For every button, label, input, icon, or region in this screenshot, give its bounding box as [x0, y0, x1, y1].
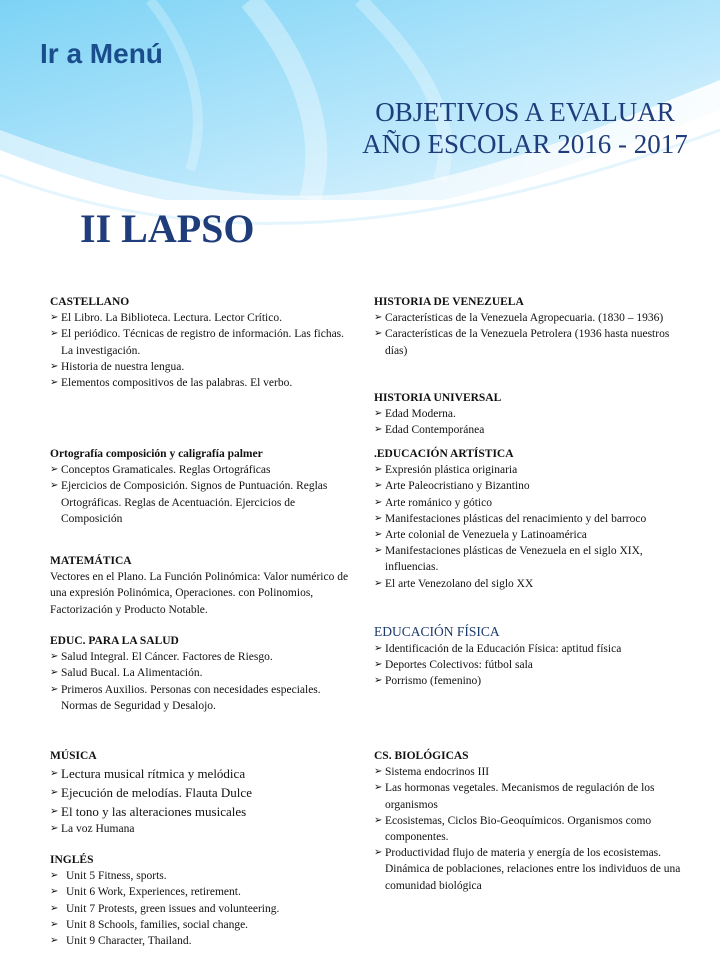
list-item: ➢ Ecosistemas, Ciclos Bio-Geoquímicos. Organismos como componentes. — [374, 813, 684, 845]
section-castellano — [50, 294, 350, 391]
list-item: ➢ Manifestaciones plásticas del renacimiento y del barroco — [374, 511, 684, 527]
list-item: ➢ El Libro. La Biblioteca. Lectura. Lector Crítico. — [50, 310, 350, 326]
title-line-1: OBJETIVOS A EVALUAR — [375, 97, 675, 127]
list-item: ➢ Unit 5 Fitness, sports. — [50, 868, 350, 884]
list-item: ➢ Elementos compositivos de las palabras. El verbo. — [50, 375, 350, 391]
list-item: ➢ Productividad flujo de materia y energía de los ecosistemas. Dinámica de poblaciones, relaciones entre los individuos de una comunidad biológica — [374, 845, 684, 894]
section-ingles — [50, 852, 350, 949]
section-title: CS. BIOLÓGICAS — [374, 750, 469, 762]
section-musica — [50, 748, 350, 837]
section-historia-universal — [374, 390, 684, 439]
list-item: ➢ Deportes Colectivos: fútbol sala — [374, 657, 684, 673]
list-item: ➢ Arte románico y gótico — [374, 495, 684, 511]
list-item: ➢ Salud Bucal. La Alimentación. — [50, 665, 350, 681]
section-ciencias-biologicas — [374, 748, 684, 894]
list-item: ➢ Edad Moderna. — [374, 406, 684, 422]
list-item: ➢ Unit 6 Work, Experiences, retirement. — [50, 884, 350, 900]
list-item: ➢ Primeros Auxilios. Personas con necesidades especiales. Normas de Seguridad y Desalojo. — [50, 682, 350, 714]
section-title: Ortografía composición y caligrafía palmer — [50, 448, 263, 460]
list-item: ➢ Manifestaciones plásticas de Venezuela en el siglo XIX, influencias. — [374, 543, 684, 575]
page-title — [350, 96, 700, 160]
list-item: ➢ Conceptos Gramaticales. Reglas Ortográficas — [50, 462, 350, 478]
list-item: ➢ Unit 8 Schools, families, social change. — [50, 917, 350, 933]
section-title: EDUCACIÓN FÍSICA — [374, 624, 500, 639]
section-title: MATEMÁTICA — [50, 555, 132, 567]
list-item: ➢ Arte colonial de Venezuela y Latinoamérica — [374, 527, 684, 543]
list-item: ➢ Lectura musical rítmica y melódica — [50, 764, 350, 783]
list-item: ➢ Historia de nuestra lengua. — [50, 359, 350, 375]
section-title: EDUC. PARA LA SALUD — [50, 635, 179, 647]
list-item: ➢ Las hormonas vegetales. Mecanismos de regulación de los organismos — [374, 780, 684, 812]
list-item: ➢ Porrismo (femenino) — [374, 673, 684, 689]
section-educacion-artistica — [374, 446, 684, 592]
menu-link[interactable]: Ir a Menú — [40, 38, 163, 69]
list-item: ➢ Características de la Venezuela Agropecuaria. (1830 – 1936) — [374, 310, 684, 326]
list-item: ➢ Edad Contemporánea — [374, 422, 684, 438]
list-item: ➢ El tono y las alteraciones musicales — [50, 802, 350, 821]
list-item: ➢ La voz Humana — [50, 821, 350, 837]
list-item: ➢ Características de la Venezuela Petrolera (1936 hasta nuestros días) — [374, 326, 684, 358]
section-title: HISTORIA UNIVERSAL — [374, 392, 502, 404]
list-item: ➢ Ejecución de melodías. Flauta Dulce — [50, 783, 350, 802]
list-item: ➢ Sistema endocrinos III — [374, 764, 684, 780]
title-line-2: AÑO ESCOLAR 2016 - 2017 — [362, 129, 688, 159]
list-item: ➢ El periódico. Técnicas de registro de información. Las fichas. La investigación. — [50, 326, 350, 358]
list-item: ➢ Ejercicios de Composición. Signos de Puntuación. Reglas Ortográficas. Reglas de Acentuación. Ejercicios de Composición — [50, 478, 350, 527]
list-item: ➢ Unit 7 Protests, green issues and volunteering. — [50, 901, 350, 917]
section-ortografia — [50, 446, 350, 527]
list-item: ➢ Expresión plástica originaria — [374, 462, 684, 478]
list-item: ➢ Arte Paleocristiano y Bizantino — [374, 478, 684, 494]
section-matematica — [50, 553, 350, 618]
section-educacion-fisica — [374, 623, 684, 690]
section-title: MÚSICA — [50, 750, 97, 762]
list-item: ➢ Identificación de la Educación Física: aptitud física — [374, 641, 684, 657]
section-text: Vectores en el Plano. La Función Polinómica: Valor numérico de una expresión Polinómica, Operaciones. con Polinomios, Factorización y Producto Notable. — [50, 571, 349, 616]
list-item: ➢ Salud Integral. El Cáncer. Factores de Riesgo. — [50, 649, 350, 665]
list-item: ➢ Unit 9 Character, Thailand. — [50, 933, 350, 949]
section-title: INGLÉS — [50, 854, 94, 866]
lapso-heading: II LAPSO — [80, 206, 255, 251]
section-salud — [50, 633, 350, 714]
section-title: CASTELLANO — [50, 296, 130, 308]
section-title: HISTORIA DE VENEZUELA — [374, 296, 524, 308]
list-item: ➢ El arte Venezolano del siglo XX — [374, 576, 684, 592]
section-historia-venezuela — [374, 294, 684, 359]
section-title: .EDUCACIÓN ARTÍSTICA — [374, 448, 514, 460]
